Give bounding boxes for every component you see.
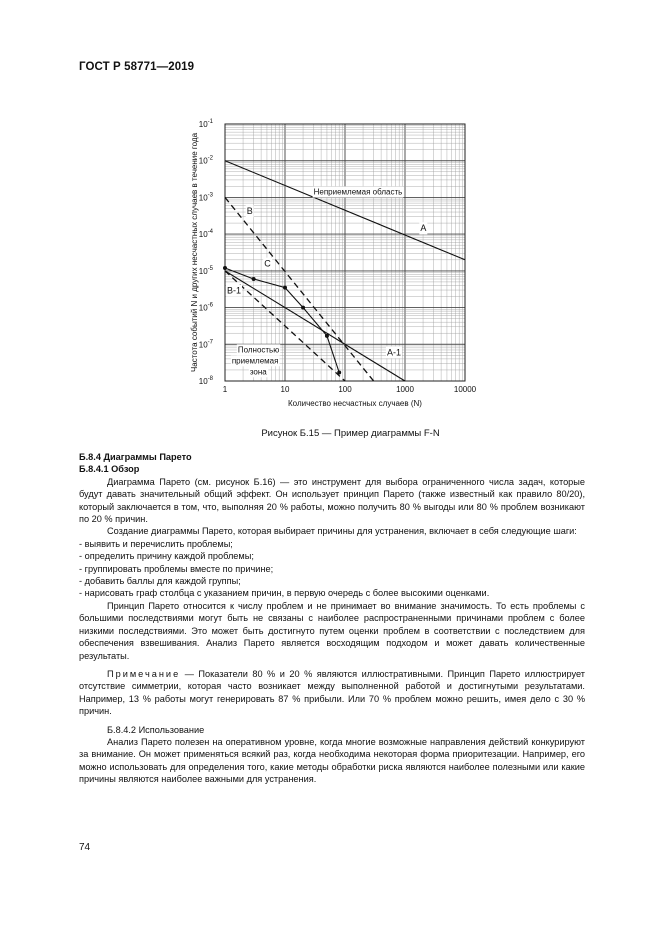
paragraph-2: Создание диаграммы Парето, которая выбирает причины для устранения, включает в себя следующие шаги: <box>107 526 577 537</box>
subsection-heading-2: Б.8.4.2 Использование <box>107 724 205 735</box>
y-axis-label: Частота событий N и других несчастных случаев в течение года <box>190 132 199 373</box>
paragraph-4: Анализ Парето полезен на оперативном уровне, когда многие возможные направления действий конкурируют за внимание. Он может применяться всякий раз, когда необходима некоторая форма приоритезации. Например, его можно использовать для определения того, какие методы обработки риска являются наиболее полезными или какие причины являются наиболее важными для устранения. <box>79 736 585 785</box>
region-acceptable-label: Полностью <box>237 345 280 355</box>
note <box>79 668 585 718</box>
paragraph-3: Принцип Парето относится к числу проблем и не принимает во внимание значимость. То есть проблемы с большими последствиями могут быть не связаны с наиболее распространенными причинами проблем с более низкими последствиями. Это может быть достигнуто путем оценки проблем в соответствии с последствием для обеспечения взвешивания. Анализ Парето является восходящим подходом и может давать количественные результаты. <box>79 600 585 661</box>
y-tick-label: $10^{-3}$ <box>198 192 213 203</box>
y-tick-label: $10^{-1}$ <box>198 119 213 129</box>
series-point <box>325 334 329 338</box>
label-b: B <box>246 206 253 217</box>
region-acceptable-label: зона <box>249 367 267 377</box>
list-item: - выявить и перечислить проблемы; <box>79 538 233 549</box>
y-tick-label: $10^{-2}$ <box>198 155 213 166</box>
x-tick-label: 1000 <box>396 385 414 394</box>
y-tick-exponent: -8 <box>207 376 213 382</box>
y-tick-label: $10^{-5}$ <box>198 265 213 276</box>
paragraph-1: Диаграмма Парето (см. рисунок Б.16) — это инструмент для выбора ограниченного числа задач, которые будут давать значительный общий эффект. Он использует принцип Парето (также известный как правило 80/20), который заключается в том, что, выполняя 20 % работы, можно получить 80 % выгоды или 80 % проблем возникают по 20 % причин. <box>79 476 585 525</box>
label-c: C <box>264 258 271 269</box>
steps-list <box>79 538 585 600</box>
list-item: - нарисовать граф столбца с указанием причин, в первую очередь с более высокими оценками. <box>79 588 490 599</box>
section-heading: Б.8.4 Диаграммы Парето <box>79 452 192 462</box>
y-tick-exponent: -7 <box>207 339 213 346</box>
section-body <box>79 451 585 786</box>
y-tick-exponent: -6 <box>207 302 213 309</box>
figure-caption: Рисунок Б.15 — Пример диаграммы F-N <box>261 428 440 439</box>
list-item: - определить причину каждой проблемы; <box>79 551 254 562</box>
y-tick-exponent: -1 <box>207 119 213 125</box>
y-tick-exponent: -4 <box>207 229 213 236</box>
x-tick-label: 10 <box>280 385 290 394</box>
note-text: — Показатели 80 % и 20 % являются иллюстративными. Принцип Парето иллюстрирует отсутствие симметрии, которая часто возникает между выполненной работой и достигнутыми результатами. Например, 13 % работы могут генерировать 87 % прибыли. Или 70 % проблем можно решить, имея дело с 30 % причин. <box>79 668 585 717</box>
y-tick-label: $10^{-4}$ <box>198 229 213 240</box>
x-axis-label: Количество несчастных случаев (N) <box>288 399 422 408</box>
note-label: Примечание <box>107 668 181 679</box>
document-header: ГОСТ Р 58771—2019 <box>79 61 195 73</box>
page-number: 74 <box>79 842 91 853</box>
y-tick-exponent: -2 <box>207 155 213 162</box>
label-b-1: B-1 <box>227 285 242 296</box>
label-a: A <box>420 223 427 234</box>
series-point <box>301 306 305 310</box>
list-item: - добавить баллы для каждой группы; <box>79 576 241 587</box>
y-tick-label: $10^{-7}$ <box>198 339 213 350</box>
series-point <box>252 277 256 281</box>
label-a-1: A-1 <box>386 347 401 358</box>
subsection-heading: Б.8.4.1 Обзор <box>79 464 140 475</box>
y-tick-exponent: -5 <box>207 265 213 272</box>
x-tick-label: 10000 <box>453 385 477 394</box>
region-unacceptable-label: Неприемлемая область <box>313 187 403 197</box>
y-tick-label: $10^{-8}$ <box>198 376 213 386</box>
fn-diagram <box>160 100 490 420</box>
y-tick-label: $10^{-6}$ <box>198 302 213 313</box>
series-point <box>223 266 227 270</box>
series-point <box>283 286 287 290</box>
x-tick-label: 100 <box>338 385 352 394</box>
list-item: - группировать проблемы вместе по причине; <box>79 563 274 574</box>
x-tick-label: 1 <box>222 385 228 394</box>
y-tick-exponent: -3 <box>207 192 213 199</box>
series-point <box>337 371 341 375</box>
region-acceptable-label: приемлемая <box>231 356 279 366</box>
